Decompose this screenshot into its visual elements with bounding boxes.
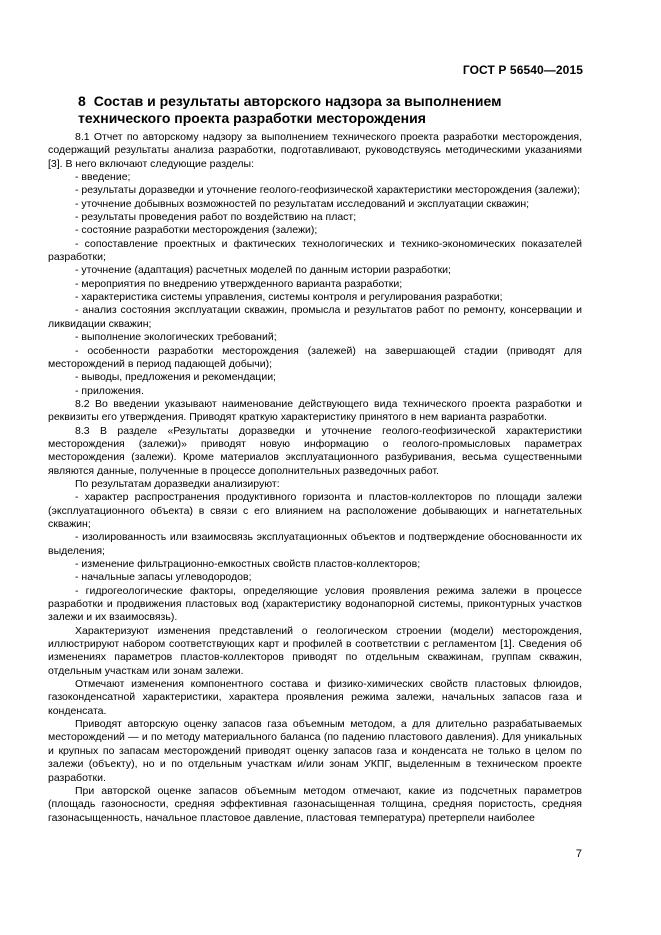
paragraph: Характеризуют изменения представлений о геологическом строении (модели) месторождения, иллюстрируют набором соответствующих карт и профилей в соответствии с регламентом [1]. Сведения об изменениях параметров пластов-коллекторов приводят по отдельным скважинам, группам скважин, отдельным участкам или зонам залежи.	[48, 624, 582, 677]
list-item: - приложения.	[75, 384, 144, 397]
paragraph: Приводят авторскую оценку запасов газа объемным методом, а для длительно разрабатываемых месторождений — и по методу материального баланса (по падению пластового давления). Для уникальных и крупных по запасам месторождений приводят оценку запасов газа и конденсата не только в целом по залежи (объекту), но и по отдельным участкам и/или зонам УКПГ, выделенным в техническом проекте разработки.	[48, 718, 582, 784]
section-title-line-1: Состав и результаты авторского надзора за выполнением	[93, 93, 502, 109]
document-code: ГОСТ Р 56540—2015	[462, 63, 583, 77]
body-text	[48, 131, 582, 825]
list-item: - особенности разработки месторождения (залежей) на завершающей стадии (приводят для месторождений в период падающей добычи);	[48, 344, 582, 370]
paragraph: При авторской оценке запасов объемным методом отмечают, какие из подсчетных параметров (площадь газоносности, средняя эффективная газонасыщенная толщина, средняя пористость, средняя газонасыщенность, начальное пластовое давление, пластовая температура) претерпели наиболее	[48, 784, 582, 824]
list-item: - характеристика системы управления, системы контроля и регулирования разработки;	[75, 291, 503, 304]
list-item: - выводы, предложения и рекомендации;	[75, 371, 276, 384]
list-item: - выполнение экологических требований;	[75, 331, 277, 344]
list-item: - характер распространения продуктивного горизонта и пластов-коллекторов по площади залежи (эксплуатационного объекта) в связи с его влиянием на расположение добывающих и нагнетательных скважин;	[48, 491, 582, 530]
list-item: - введение;	[75, 171, 131, 184]
list-item: - уточнение добывных возможностей по результатам исследований и эксплуатации скважин;	[75, 197, 530, 210]
list-item: - гидрогеологические факторы, определяющие условия проявления режима залежи в процессе разработки и продвижения пластовых вод (характеристику водонапорной системы, приконтурных участков залежи и их взаимосвязь).	[48, 584, 582, 624]
list-item: - начальные запасы углеводородов;	[75, 571, 252, 584]
paragraph: Отмечают изменения компонентного состава и физико-химических свойств пластовых флюидов, газоконденсатной характеристики, характера проявления режима залежи, начальных запасов газа и конденсата.	[48, 678, 582, 717]
page-number: 7	[575, 848, 582, 860]
list-item: - уточнение (адаптация) расчетных моделей по данным истории разработки;	[75, 264, 451, 277]
list-item: - изолированность или взаимосвязь эксплуатационных объектов и подтверждение обоснованности их выделения;	[48, 531, 582, 557]
list-item: - анализ состояния эксплуатации скважин, промысла и результатов работ по ремонту, консервации и ликвидации скважин;	[48, 304, 582, 330]
paragraph: По результатам доразведки анализируют:	[75, 477, 280, 490]
list-item: - состояние разработки месторождения (залежи);	[75, 224, 318, 237]
paragraph: 8.1 Отчет по авторскому надзору за выполнением технического проекта разработки месторождения, содержащий результаты анализа разработки, подготавливают, руководствуясь методическими указаниями [3]. В него включают следующие разделы:	[48, 131, 582, 170]
list-item: - сопоставление проектных и фактических технологических и технико-экономических показателей разработки;	[48, 237, 582, 264]
list-item: - результаты проведения работ по воздействию на пласт;	[75, 211, 357, 224]
paragraph: 8.2 Во введении указывают наименование действующего вида технического проекта разработки и реквизиты его утверждения. Приводят краткую характеристику принятого в нем варианта разработки.	[48, 397, 582, 424]
section-title-line-2: технического проекта разработки месторождения	[78, 110, 426, 126]
paragraph: 8.3 В разделе «Результаты доразведки и уточнение геолого-геофизической характеристики месторождения (залежи)» приводят новую информацию о геолого-промысловых параметрах месторождения (залежи). Кроме материалов эксплуатационного разбуривания, весьма существенными являются данные, полученные в процессе дополнительных разведочных работ.	[48, 424, 582, 477]
list-item: - мероприятия по внедрению утвержденного варианта разработки;	[75, 277, 403, 290]
section-number: 8	[78, 93, 86, 109]
section-heading	[78, 93, 583, 127]
list-item: - изменение фильтрационно-емкостных свойств пластов-коллекторов;	[75, 558, 421, 570]
list-item: - результаты доразведки и уточнение геолого-геофизической характеристики месторождения (залежи);	[75, 184, 580, 197]
